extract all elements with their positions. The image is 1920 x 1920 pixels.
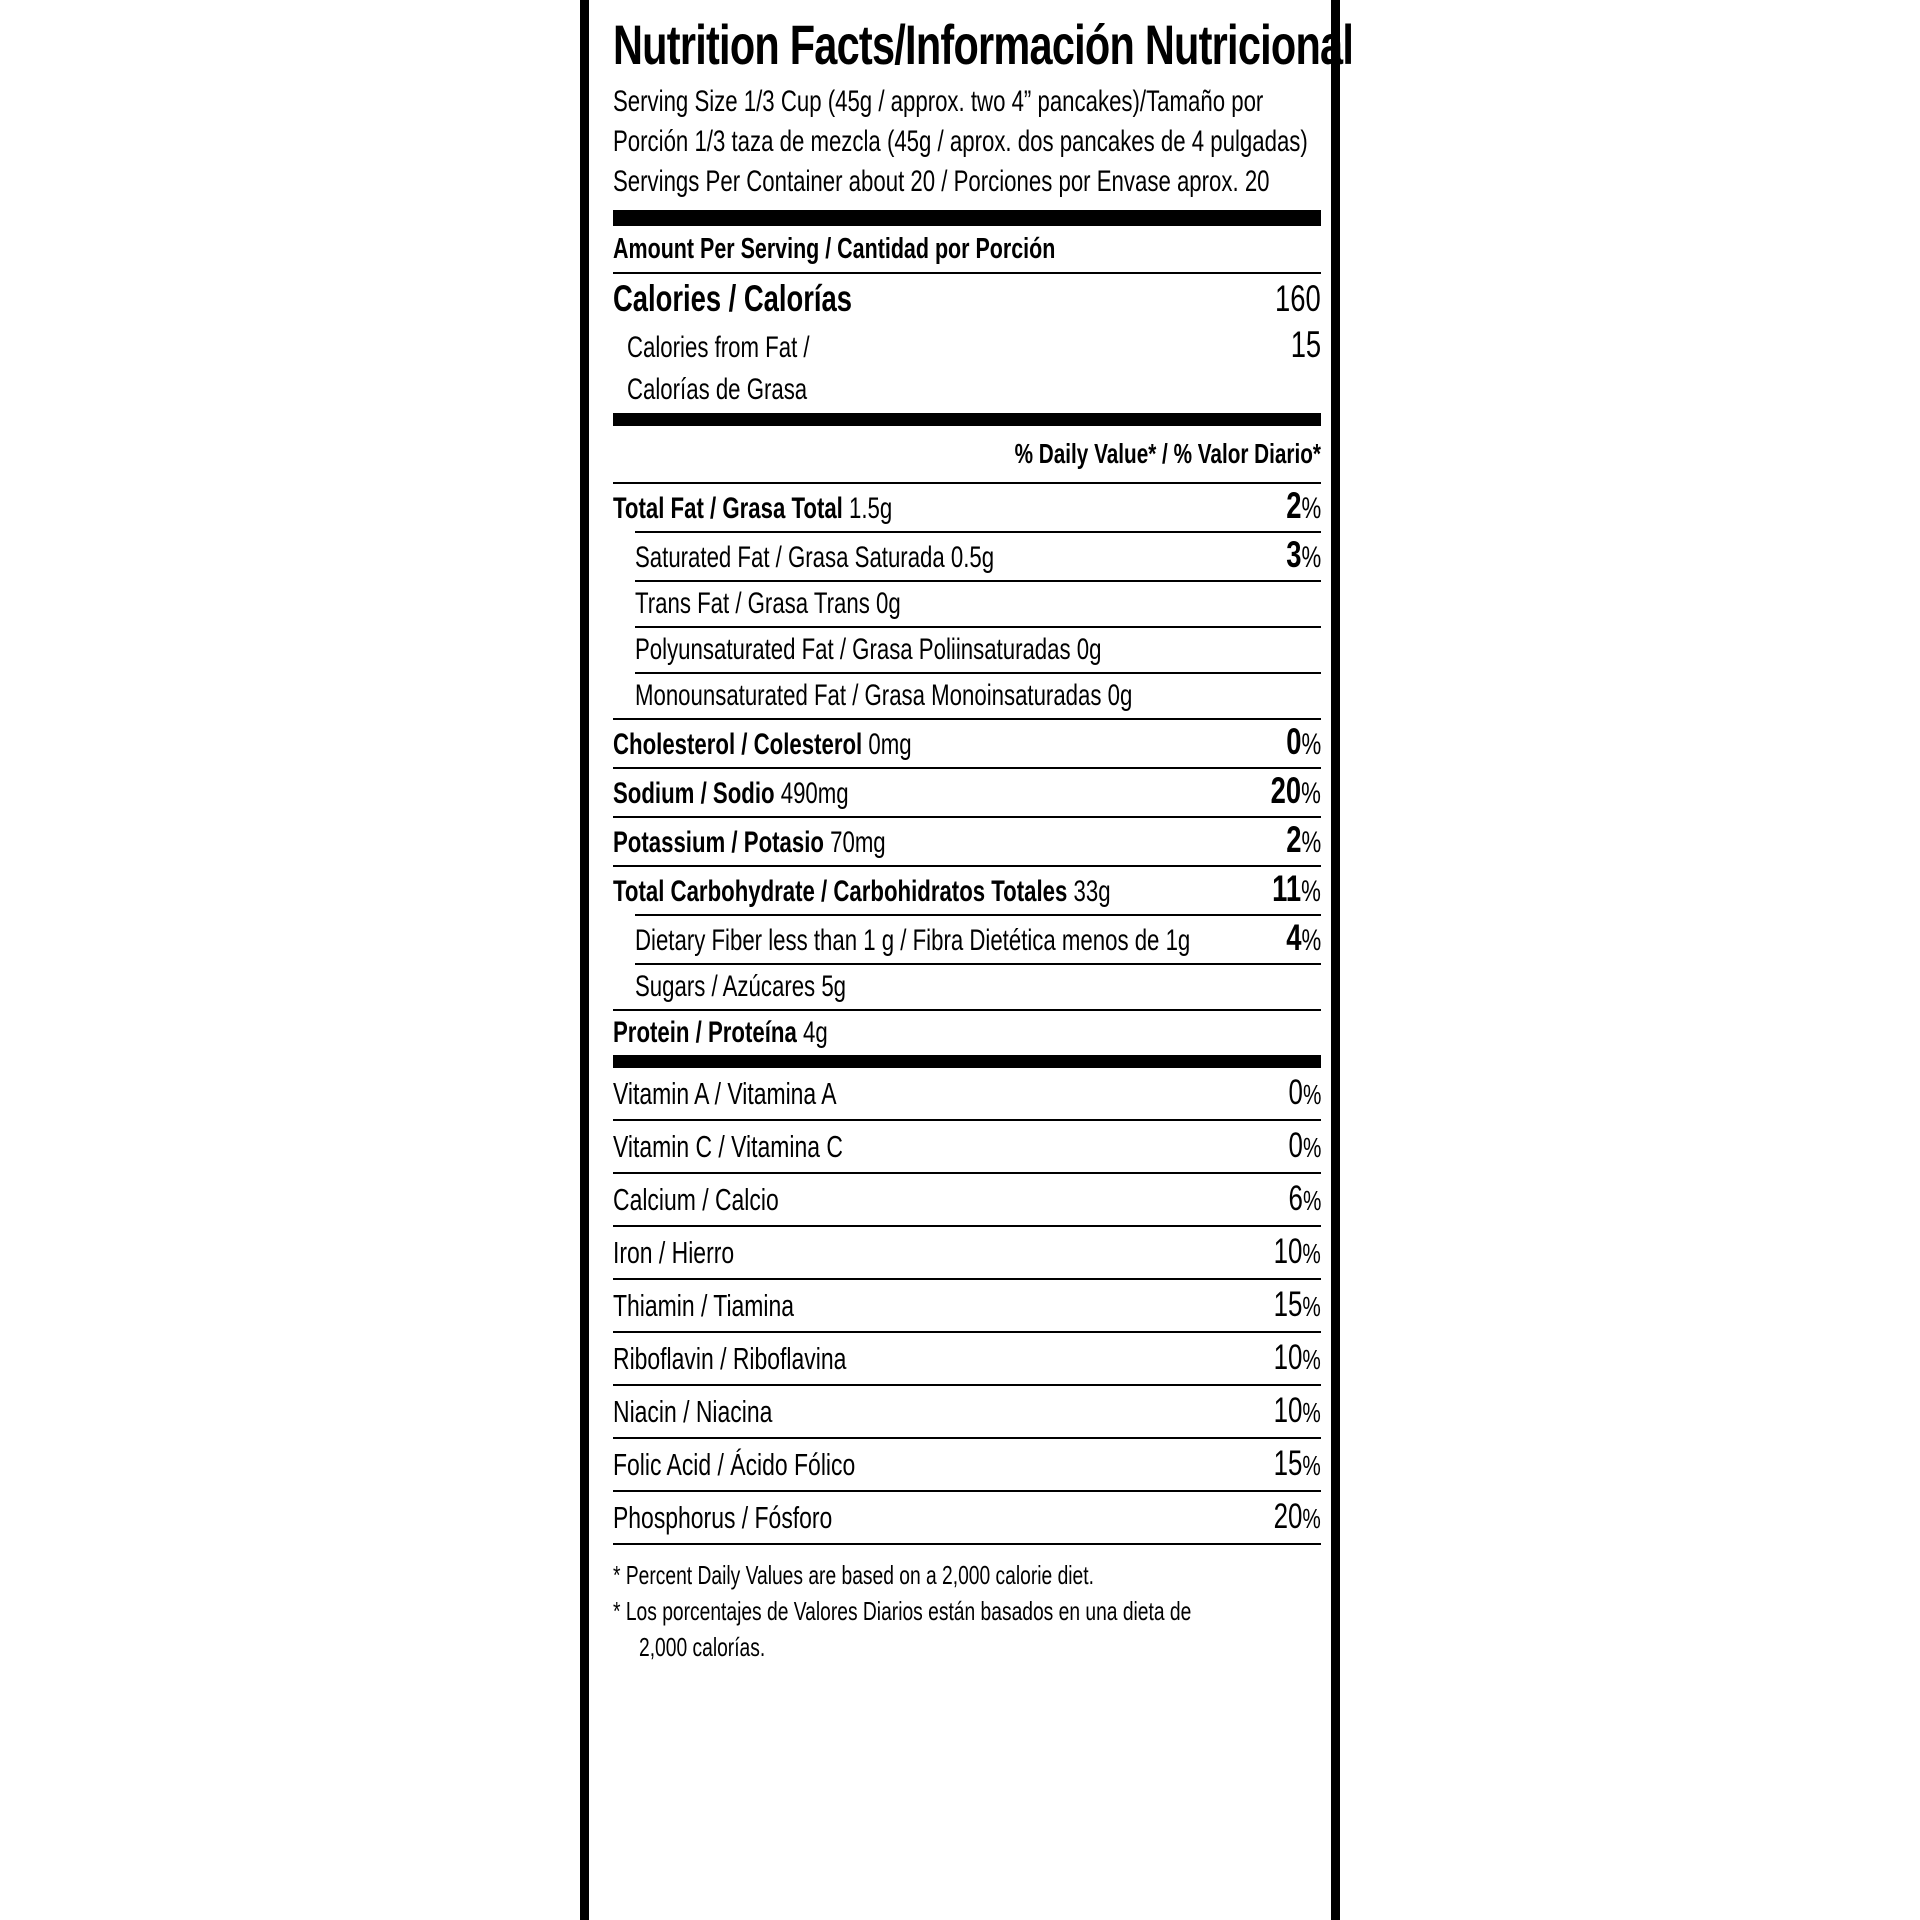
vitamin-name: Riboflavin / Riboflavina	[613, 1341, 847, 1376]
vitamin-list	[613, 1068, 1321, 1545]
vitamin-name: Thiamin / Tiamina	[613, 1288, 795, 1323]
calories-from-fat-row	[613, 324, 1321, 369]
vitamin-row	[613, 1068, 1321, 1119]
nutrient-row	[613, 867, 1321, 914]
calories-from-fat-label-es: Calorías de Grasa	[627, 373, 808, 406]
percent-sign: %	[1302, 1344, 1321, 1375]
nutrient-amount: 490mg	[774, 777, 849, 810]
nutrient-name: Saturated Fat / Grasa Saturada	[635, 541, 945, 574]
vitamin-daily-value: 20	[1273, 1497, 1303, 1536]
nutrient-daily-value: 3	[1286, 534, 1302, 575]
servings-per-container: Servings Per Container about 20 / Porciones por Envase aprox. 20	[613, 165, 1270, 198]
nutrient-amount: 0g	[1101, 679, 1133, 712]
vitamin-name: Folic Acid / Ácido Fólico	[613, 1447, 856, 1482]
calories-row	[613, 274, 1321, 324]
vitamin-row	[613, 1227, 1321, 1278]
nutrient-daily-value: 11	[1272, 868, 1302, 909]
nutrient-daily-value: 4	[1286, 917, 1302, 958]
nutrient-name: Potassium / Potasio	[613, 826, 824, 859]
percent-sign: %	[1301, 492, 1321, 525]
nutrient-row	[613, 533, 1321, 580]
percent-sign: %	[1301, 875, 1321, 908]
nutrient-name: Trans Fat / Grasa Trans	[635, 587, 870, 620]
nutrient-list	[613, 484, 1321, 1055]
vitamin-daily-value: 10	[1273, 1232, 1303, 1271]
nutrient-daily-value: 2	[1286, 819, 1302, 860]
vitamin-name: Calcium / Calcio	[613, 1182, 779, 1217]
divider-hairline	[613, 1543, 1321, 1545]
serving-size-line-2: Porción 1/3 taza de mezcla (45g / aprox. dos pancakes de 4 pulgadas)	[613, 125, 1308, 158]
nutrient-row	[613, 720, 1321, 767]
vitamin-name: Vitamin A / Vitamina A	[613, 1076, 837, 1111]
nutrient-row	[613, 484, 1321, 531]
calories-from-fat-value: 15	[1290, 324, 1321, 365]
vitamin-row	[613, 1121, 1321, 1172]
vitamin-daily-value: 0	[1288, 1126, 1303, 1165]
nutrient-amount: 1.5g	[842, 492, 893, 525]
nutrient-name: Sodium / Sodio	[613, 777, 775, 810]
percent-sign: %	[1302, 1503, 1321, 1534]
serving-size-line-1: Serving Size 1/3 Cup (45g / approx. two 4” pancakes)/Tamaño por	[613, 85, 1264, 118]
percent-sign: %	[1302, 1132, 1321, 1163]
nutrient-row	[613, 769, 1321, 816]
nutrient-row	[613, 582, 1321, 626]
percent-sign: %	[1302, 1397, 1321, 1428]
nutrient-amount: 33g	[1067, 875, 1111, 908]
nutrient-name: Dietary Fiber less than 1 g / Fibra Dietética menos de 1g	[635, 924, 1191, 957]
nutrient-name: Total Fat / Grasa Total	[613, 492, 843, 525]
vitamin-row	[613, 1174, 1321, 1225]
nutrient-row	[613, 818, 1321, 865]
nutrient-name: Sugars / Azúcares	[635, 970, 816, 1003]
footnote-line: * Percent Daily Values are based on a 2,000 calorie diet.	[613, 1560, 1094, 1590]
nutrient-row	[613, 628, 1321, 672]
vitamin-row	[613, 1386, 1321, 1437]
vitamin-daily-value: 10	[1273, 1338, 1303, 1377]
percent-sign: %	[1302, 1450, 1321, 1481]
divider-thick-vitamins	[613, 1055, 1321, 1068]
vitamin-daily-value: 15	[1273, 1444, 1303, 1483]
nutrient-row	[613, 916, 1321, 963]
vitamin-daily-value: 0	[1288, 1073, 1303, 1112]
nutrient-daily-value: 0	[1286, 721, 1302, 762]
nutrient-daily-value: 20	[1270, 770, 1302, 811]
nutrient-amount: 0g	[1070, 633, 1102, 666]
vitamin-row	[613, 1492, 1321, 1543]
percent-sign: %	[1302, 1291, 1321, 1322]
calories-label: Calories / Calorías	[613, 278, 852, 319]
nutrient-row	[613, 674, 1321, 718]
nutrient-row	[613, 1011, 1321, 1055]
percent-sign: %	[1301, 777, 1321, 810]
divider-thick-dv	[613, 413, 1321, 426]
vitamin-name: Phosphorus / Fósforo	[613, 1500, 833, 1535]
daily-value-header: % Daily Value* / % Valor Diario*	[1014, 438, 1321, 469]
percent-sign: %	[1301, 826, 1321, 859]
nutrient-name: Cholesterol / Colesterol	[613, 728, 863, 761]
vitamin-daily-value: 10	[1273, 1391, 1303, 1430]
percent-sign: %	[1302, 1185, 1321, 1216]
vitamin-name: Vitamin C / Vitamina C	[613, 1129, 843, 1164]
vitamin-row	[613, 1439, 1321, 1490]
vitamin-daily-value: 6	[1288, 1179, 1303, 1218]
percent-sign: %	[1301, 728, 1321, 761]
footnote-line: 2,000 calorías.	[639, 1632, 766, 1662]
vitamin-name: Iron / Hierro	[613, 1235, 735, 1270]
vitamin-row	[613, 1280, 1321, 1331]
nutrient-amount: 0.5g	[944, 541, 995, 574]
calories-value: 160	[1275, 278, 1321, 319]
calories-from-fat-label: Calories from Fat /	[627, 331, 810, 364]
nutrient-amount: 0g	[869, 587, 901, 620]
percent-sign: %	[1301, 924, 1321, 957]
nutrient-name: Protein / Proteína	[613, 1016, 797, 1049]
nutrient-amount: 4g	[796, 1016, 828, 1049]
amount-per-serving-header: Amount Per Serving / Cantidad por Porción	[613, 233, 1056, 265]
vitamin-daily-value: 15	[1273, 1285, 1303, 1324]
percent-sign: %	[1301, 541, 1321, 574]
serving-info	[613, 82, 1321, 202]
footnote-block	[613, 1557, 1321, 1665]
vitamin-name: Niacin / Niacina	[613, 1394, 773, 1429]
nutrient-amount: 70mg	[823, 826, 886, 859]
page-title	[613, 13, 1354, 76]
divider-thick-top	[613, 210, 1321, 226]
nutrient-amount: 5g	[815, 970, 847, 1003]
nutrient-name: Monounsaturated Fat / Grasa Monoinsaturadas	[635, 679, 1102, 712]
vitamin-row	[613, 1333, 1321, 1384]
footnote-line: * Los porcentajes de Valores Diarios están basados en una dieta de	[613, 1596, 1192, 1626]
nutrient-daily-value: 2	[1286, 485, 1302, 526]
nutrient-name: Total Carbohydrate / Carbohidratos Totales	[613, 875, 1068, 908]
percent-sign: %	[1302, 1238, 1321, 1269]
percent-sign: %	[1302, 1079, 1321, 1110]
nutrition-facts-label	[580, 0, 1354, 1920]
nutrient-name: Polyunsaturated Fat / Grasa Poliinsaturadas	[635, 633, 1071, 666]
title-text: Nutrition Facts/Información Nutricional	[613, 13, 1354, 76]
nutrient-amount: 0mg	[862, 728, 912, 761]
nutrient-row	[613, 965, 1321, 1009]
